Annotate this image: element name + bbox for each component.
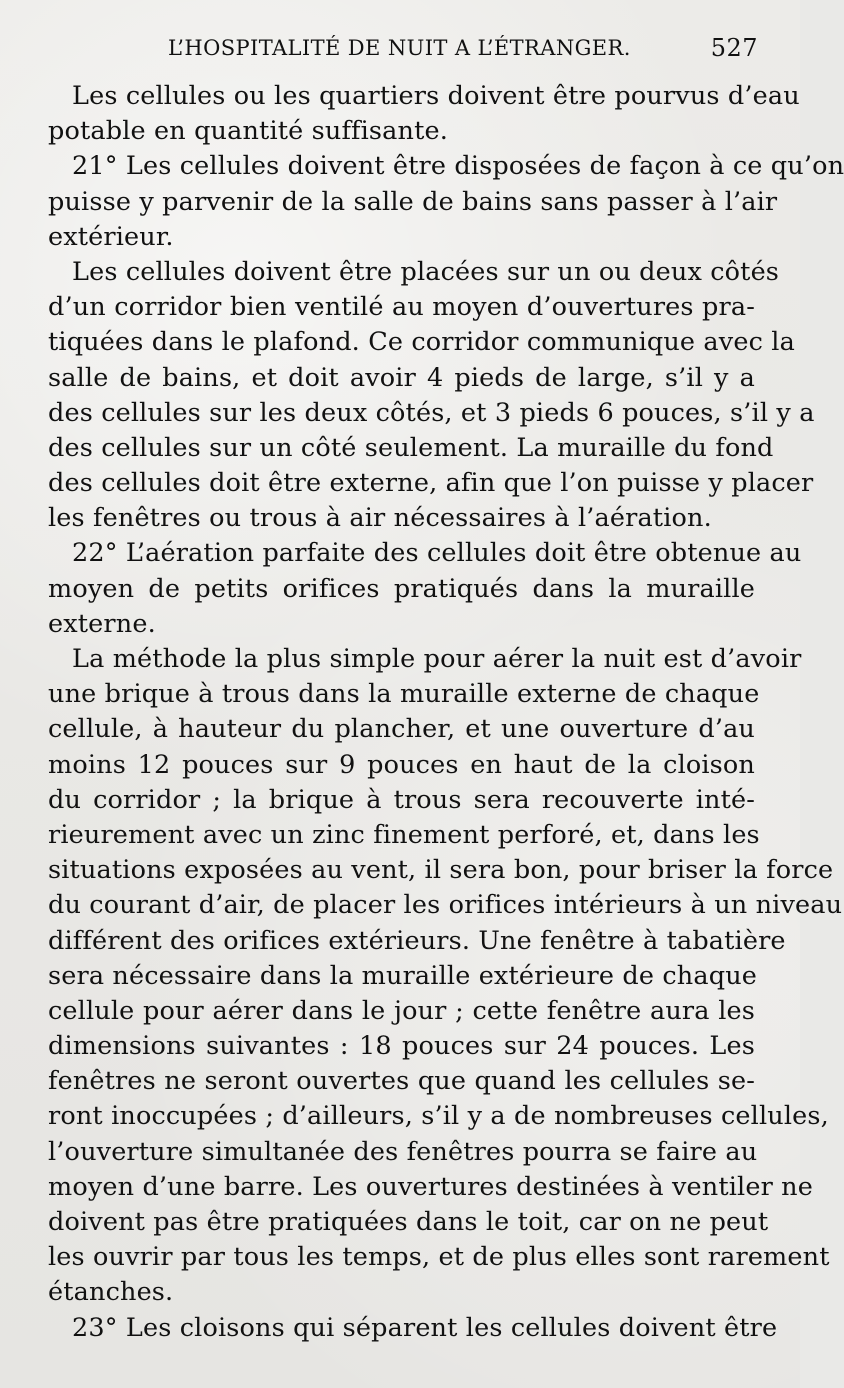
text-line: une brique à trous dans la muraille externe de chaque	[48, 679, 760, 710]
text-line: des cellules doit être externe, afin que l’on puisse y placer	[48, 468, 814, 499]
text-line: cellule, à hauteur du plancher, et une ouverture d’au	[48, 714, 755, 745]
text-line: tiquées dans le plafond. Ce corridor communique avec la	[48, 327, 795, 358]
text-line: sera nécessaire dans la muraille extérieure de chaque	[48, 960, 758, 991]
text-line: rieurement avec un zinc finement perforé, et, dans les	[48, 819, 760, 850]
text-line: des cellules sur un côté seulement. La muraille du fond	[48, 432, 774, 463]
text-line: salle de bains, et doit avoir 4 pieds de large, s’il y a	[48, 362, 755, 393]
text-line: 21° Les cellules doivent être disposées de façon à ce qu’on	[72, 151, 844, 182]
body-text	[48, 79, 844, 1346]
text-line: La méthode la plus simple pour aérer la nuit est d’avoir	[72, 644, 802, 674]
text-line: moyen d’une barre. Les ouvertures destinées à ventiler ne	[48, 1171, 813, 1202]
text-line: des cellules sur les deux côtés, et 3 pieds 6 pouces, s’il y a	[48, 397, 815, 428]
text-line: du corridor ; la brique à trous sera recouverte inté-	[48, 784, 755, 815]
text-line: 22° L’aération parfaite des cellules doit être obtenue au	[72, 538, 802, 569]
text-line: les fenêtres ou trous à air nécessaires à l’aération.	[48, 503, 712, 534]
text-line: moins 12 pouces sur 9 pouces en haut de la cloison	[48, 749, 755, 780]
text-line: 23° Les cloisons qui séparent les cellules doivent être	[72, 1312, 778, 1343]
text-line: externe.	[48, 608, 156, 639]
text-line: l’ouverture simultanée des fenêtres pourra se faire au	[48, 1136, 758, 1167]
text-line: dimensions suivantes : 18 pouces sur 24 pouces. Les	[48, 1031, 755, 1062]
text-line: puisse y parvenir de la salle de bains sans passer à l’air	[48, 186, 778, 217]
text-line: potable en quantité suffisante.	[48, 116, 448, 147]
text-line: fenêtres ne seront ouvertes que quand les cellules se-	[48, 1066, 755, 1097]
text-line: Les cellules doivent être placées sur un ou deux côtés	[72, 256, 780, 287]
text-line: doivent pas être pratiquées dans le toit, car on ne peut	[48, 1207, 769, 1237]
text-line: moyen de petits orifices pratiqués dans la muraille	[48, 573, 755, 604]
text-line: du courant d’air, de placer les orifices intérieurs à un niveau	[48, 890, 843, 921]
text-line: les ouvrir par tous les temps, et de plus elles sont rarement	[48, 1242, 830, 1273]
running-head	[168, 33, 758, 63]
text-line: d’un corridor bien ventilé au moyen d’ouvertures pra-	[48, 292, 755, 323]
text-line: situations exposées au vent, il sera bon, pour briser la force	[48, 855, 834, 886]
text-line: étanches.	[48, 1277, 174, 1308]
text-line: extérieur.	[48, 221, 174, 252]
text-line: cellule pour aérer dans le jour ; cette fenêtre aura les	[48, 995, 755, 1026]
running-title: L’HOSPITALITÉ DE NUIT A L’ÉTRANGER.	[168, 36, 631, 60]
text-line: différent des orifices extérieurs. Une fenêtre à tabatière	[48, 925, 786, 956]
text-line: ront inoccupées ; d’ailleurs, s’il y a de nombreuses cellules,	[48, 1101, 829, 1132]
text-line: Les cellules ou les quartiers doivent être pourvus d’eau	[72, 81, 800, 111]
page-number: 527	[710, 34, 758, 62]
